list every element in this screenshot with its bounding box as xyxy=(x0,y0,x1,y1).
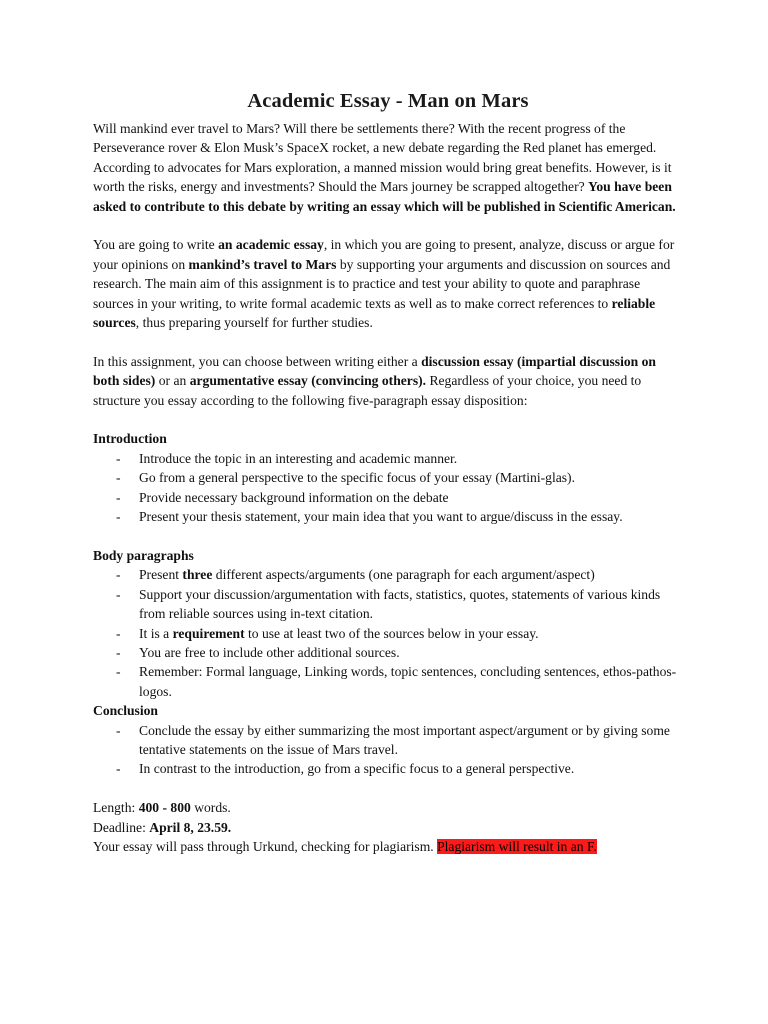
list-item: - Conclude the essay by either summarizing the most important aspect/argument or by giving some tentative statements on the issue of Mars travel. xyxy=(93,721,683,760)
choice-bold-1: discussion essay (impartial discussion on both sides) xyxy=(93,353,656,389)
choice-bold-2: argumentative essay (convincing others). xyxy=(189,373,427,389)
assignment-text-1: You are going to write xyxy=(93,237,219,253)
introduction-heading: Introduction xyxy=(93,431,167,447)
list-item: - Provide necessary background information on the debate xyxy=(93,488,683,507)
body-paragraphs-heading: Body paragraphs xyxy=(93,547,194,563)
assignment-text-4: , thus preparing yourself for further studies. xyxy=(135,315,373,331)
assignment-text-3: by supporting your arguments and discussion on sources and research. The main aim of this assignment is to practice and test your ability to quote and paraphrase sources in your writing, to write formal academic texts as well as to make correct references to xyxy=(93,256,671,311)
list-item xyxy=(93,624,683,643)
deadline-label: Deadline: xyxy=(93,819,150,835)
choice-text-2: or an xyxy=(155,373,190,389)
spacer xyxy=(93,332,683,351)
document-page xyxy=(93,88,683,856)
body-item3-text-2: to use at least two of the sources below in your essay. xyxy=(244,625,539,641)
body-item3-bold: requirement xyxy=(172,625,245,641)
length-unit: words. xyxy=(190,800,231,816)
introduction-list xyxy=(93,449,683,527)
deadline-line xyxy=(93,818,683,837)
list-item: - In contrast to the introduction, go from a specific focus to a general perspective. xyxy=(93,759,683,778)
intro-paragraph xyxy=(93,119,683,216)
spacer xyxy=(93,410,683,429)
plagiarism-text: Your essay will pass through Urkund, checking for plagiarism. xyxy=(93,838,438,854)
list-item: - Introduce the topic in an interesting and academic manner. xyxy=(93,449,683,468)
assignment-text-2: , in which you are going to present, analyze, discuss or argue for your opinions on xyxy=(93,237,675,272)
body-item1-bold: three xyxy=(182,567,213,583)
spacer xyxy=(93,216,683,235)
list-item: - Present your thesis statement, your main idea that you want to argue/discuss in the essay. xyxy=(93,507,683,526)
conclusion-list xyxy=(93,721,683,779)
spacer xyxy=(93,526,683,545)
assignment-paragraph xyxy=(93,235,683,332)
plagiarism-line xyxy=(93,837,683,856)
body-item3-text-1: It is a xyxy=(139,625,173,641)
intro-bold-text: You have been asked to contribute to this debate by writing an essay which will be published in Scientific American. xyxy=(93,179,676,214)
choice-text-1: In this assignment, you can choose between writing either a xyxy=(93,353,422,369)
length-label: Length: xyxy=(93,800,139,816)
assignment-bold-3: reliable sources xyxy=(93,295,656,331)
intro-text: Will mankind ever travel to Mars? Will there be settlements there? With the recent progress of the Perseverance rover & Elon Musk’s SpaceX rocket, a new debate regarding the Red planet has emerged. According to advocates for Mars exploration, a manned mission would bring great benefits. However, is it worth the risks, energy and investments? Should the Mars journey be scrapped altogether? xyxy=(93,121,672,195)
plagiarism-warning: Plagiarism will result in an F. xyxy=(437,838,597,854)
list-item: - Go from a general perspective to the specific focus of your essay (Martini-glas). xyxy=(93,468,683,487)
choice-text-3: Regardless of your choice, you need to structure you essay according to the following five-paragraph essay disposition: xyxy=(93,373,642,408)
choice-paragraph xyxy=(93,352,683,410)
conclusion-heading: Conclusion xyxy=(93,703,158,719)
body-paragraphs-list xyxy=(93,565,683,701)
body-item1-text-2: different aspects/arguments (one paragraph for each argument/aspect) xyxy=(212,567,595,583)
assignment-bold-1: an academic essay xyxy=(218,237,324,253)
list-item: - Remember: Formal language, Linking words, topic sentences, concluding sentences, ethos-pathos-logos. xyxy=(93,662,683,701)
list-item: - Support your discussion/argumentation with facts, statistics, quotes, statements of various kinds from reliable sources using in-text citation. xyxy=(93,585,683,624)
deadline-value: April 8, 23.59. xyxy=(149,819,232,835)
list-item xyxy=(93,565,683,584)
assignment-bold-2: mankind’s travel to Mars xyxy=(188,256,337,272)
body-item1-text-1: Present xyxy=(139,567,183,583)
length-value: 400 - 800 xyxy=(138,800,191,816)
spacer xyxy=(93,779,683,798)
document-title: Academic Essay - Man on Mars xyxy=(247,90,529,112)
length-line xyxy=(93,798,683,817)
list-item: - You are free to include other additional sources. xyxy=(93,643,683,662)
